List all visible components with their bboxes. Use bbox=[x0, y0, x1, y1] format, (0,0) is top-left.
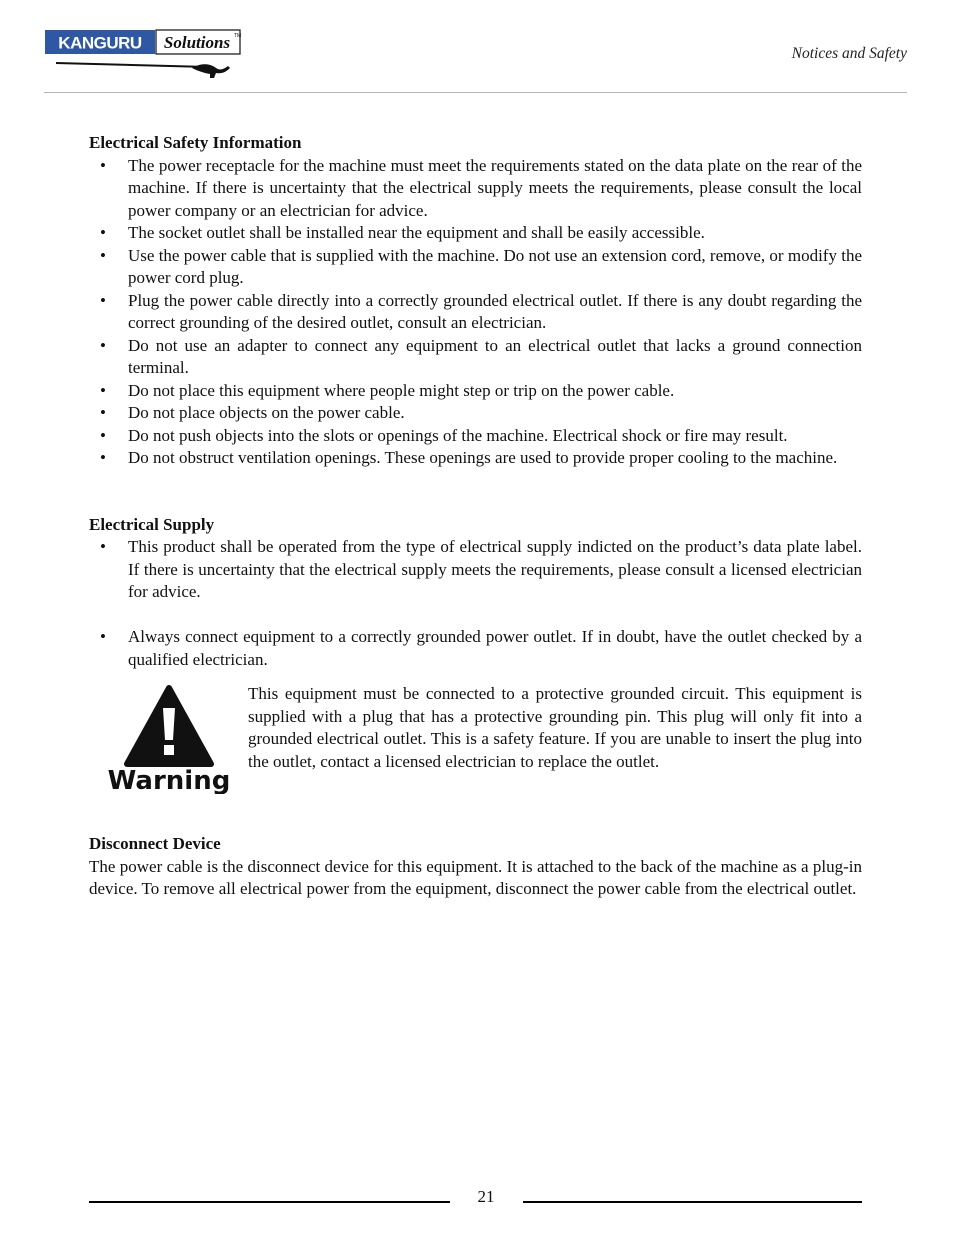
bullet-icon: • bbox=[100, 290, 106, 310]
list-item bbox=[89, 222, 862, 245]
bullet-icon: • bbox=[100, 425, 106, 445]
disconnect-device-heading: Disconnect Device bbox=[89, 834, 221, 853]
list-item bbox=[89, 536, 862, 604]
warning-icon bbox=[107, 684, 231, 794]
electrical-safety-heading: Electrical Safety Information bbox=[89, 133, 302, 152]
electrical-safety-list bbox=[89, 155, 862, 470]
list-item bbox=[89, 402, 862, 425]
page-number: 21 bbox=[477, 1187, 495, 1206]
warning-callout bbox=[89, 683, 862, 833]
list-spacer bbox=[89, 604, 862, 627]
bullet-icon: • bbox=[100, 403, 106, 422]
list-item-text: Use the power cable that is supplied with the machine. Do not use an extension cord, remove, or modify the power cord plug. bbox=[128, 245, 862, 287]
bullet-icon: • bbox=[100, 380, 106, 400]
list-item-text: Do not place objects on the power cable. bbox=[128, 403, 405, 422]
warning-label: Warning bbox=[107, 766, 231, 794]
list-item-text: Do not obstruct ventilation openings. These openings are used to provide proper cooling to the machine. bbox=[128, 448, 838, 467]
list-item-text: Do not place this equipment where people might step or trip on the power cable. bbox=[128, 380, 675, 400]
svg-text:KANGURU: KANGURU bbox=[58, 33, 142, 53]
bullet-icon: • bbox=[100, 448, 106, 467]
bullet-icon: • bbox=[100, 335, 106, 355]
page-footer bbox=[89, 1186, 862, 1210]
kanguru-solutions-logo bbox=[44, 28, 244, 80]
list-item bbox=[89, 425, 862, 448]
list-item bbox=[89, 335, 862, 380]
page-header bbox=[44, 28, 907, 92]
list-item bbox=[89, 290, 862, 335]
list-item-text: Do not use an adapter to connect any equipment to an electrical outlet that lacks a ground connection terminal. bbox=[128, 335, 862, 377]
list-item bbox=[89, 380, 862, 403]
warning-text: This equipment must be connected to a protective grounded circuit. This equipment is supplied with a plug that has a protective grounding pin. This plug will only fit into a grounded electrical outlet. This is a safety feature. If you are unable to insert the plug into the outlet, contact a licensed electrician to replace the outlet. bbox=[248, 684, 862, 771]
list-item-text: Always connect equipment to a correctly grounded power outlet. If in doubt, have the outlet checked by a qualified electrician. bbox=[128, 627, 862, 669]
disconnect-device-text: The power cable is the disconnect device for this equipment. It is attached to the back of the machine as a plug-in device. To remove all electrical power from the equipment, disconnect the power cable from the electrical outlet. bbox=[89, 856, 862, 898]
svg-text:Solutions: Solutions bbox=[163, 33, 231, 52]
header-section-title: Notices and Safety bbox=[791, 45, 907, 62]
electrical-supply-heading: Electrical Supply bbox=[89, 514, 215, 534]
bullet-icon: • bbox=[100, 223, 106, 242]
list-item-text: This product shall be operated from the type of electrical supply indicted on the product’s data plate label. If there is uncertainty that the electrical supply meets the requirements, please consult a licensed electrician for advice. bbox=[128, 537, 862, 601]
bullet-icon: • bbox=[100, 155, 106, 175]
footer-rule-left bbox=[89, 1201, 450, 1203]
electrical-supply-list bbox=[89, 536, 862, 671]
section-spacer bbox=[89, 470, 862, 514]
list-item-text: The socket outlet shall be installed near the equipment and shall be easily accessible. bbox=[128, 223, 705, 242]
bullet-icon: • bbox=[100, 537, 106, 556]
header-divider bbox=[44, 92, 907, 93]
footer-rule-right bbox=[523, 1201, 862, 1203]
list-item bbox=[89, 245, 862, 290]
bullet-icon: • bbox=[100, 627, 106, 646]
list-item bbox=[89, 447, 862, 470]
list-item-text: Do not push objects into the slots or openings of the machine. Electrical shock or fire may result. bbox=[128, 425, 788, 445]
svg-text:TM: TM bbox=[234, 33, 242, 39]
list-item-text: The power receptacle for the machine must meet the requirements stated on the data plate on the rear of the machine. If there is uncertainty that the electrical supply meets the requirements, please consult the local power company or an electrician for advice. bbox=[128, 155, 862, 220]
list-item bbox=[89, 155, 862, 223]
page-content bbox=[89, 132, 862, 901]
list-item-text: Plug the power cable directly into a correctly grounded electrical outlet. If there is any doubt regarding the correct grounding of the desired outlet, consult an electrician. bbox=[128, 290, 862, 332]
list-item bbox=[89, 626, 862, 671]
bullet-icon: • bbox=[100, 245, 106, 265]
